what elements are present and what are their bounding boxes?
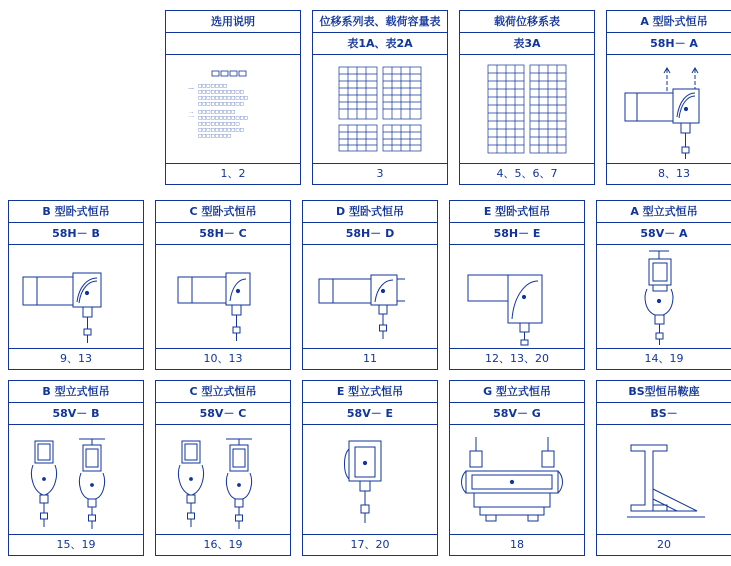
catalog-card-58h-e[interactable] (449, 200, 585, 370)
card-figure-horizontal-hanger-a (607, 55, 731, 163)
svg-text:□□□□□□□□: □□□□□□□□ (198, 134, 232, 139)
card-footer-pages: 8、13 (607, 163, 731, 184)
card-footer-pages: 9、13 (9, 348, 143, 369)
card-figure-vertical-hanger-b (9, 425, 143, 534)
card-title: B 型立式恒吊 (9, 381, 143, 403)
catalog-card-selection-guide[interactable] (165, 10, 301, 185)
card-subtitle: 表3A (460, 33, 594, 55)
card-title: C 型立式恒吊 (156, 381, 290, 403)
card-subtitle: 58H－ B (9, 223, 143, 245)
card-figure-tables-2 (313, 55, 447, 163)
card-footer-pages: 1、2 (166, 163, 300, 184)
card-figure-vertical-hanger-e (303, 425, 437, 534)
card-subtitle: 58V－ G (450, 403, 584, 425)
catalog-card-table-3a[interactable] (459, 10, 595, 185)
card-figure-horizontal-hanger-b (9, 245, 143, 348)
svg-text:□□□□□□□: □□□□□□□ (198, 84, 228, 89)
svg-text:□□□□□□□□□: □□□□□□□□□ (198, 110, 236, 115)
card-title: E 型卧式恒吊 (450, 201, 584, 223)
card-subtitle: 58H－ A (607, 33, 731, 55)
card-footer-pages: 17、20 (303, 534, 437, 555)
catalog-card-58h-d[interactable] (302, 200, 438, 370)
card-subtitle: 58H－ D (303, 223, 437, 245)
catalog-card-58h-b[interactable] (8, 200, 144, 370)
catalog-card-58v-e[interactable] (302, 380, 438, 556)
card-figure-vertical-hanger-a (597, 245, 731, 348)
card-subtitle: 表1A、表2A (313, 33, 447, 55)
card-figure-vertical-hanger-g (450, 425, 584, 534)
card-footer-pages: 11 (303, 348, 437, 369)
card-footer-pages: 18 (450, 534, 584, 555)
card-subtitle (166, 33, 300, 55)
svg-text:□□□□□□□□□□□□: □□□□□□□□□□□□ (198, 116, 248, 121)
card-title: 载荷位移系表 (460, 11, 594, 33)
svg-text:□□□□□□□□□□□□: □□□□□□□□□□□□ (198, 96, 248, 101)
card-title: 选用说明 (166, 11, 300, 33)
svg-text:□□□□□□□□□□: □□□□□□□□□□ (198, 122, 240, 127)
svg-text:□□□□□□□□□□□: □□□□□□□□□□□ (198, 102, 244, 107)
card-subtitle: 58V－ E (303, 403, 437, 425)
card-subtitle: BS－ (597, 403, 731, 425)
catalog-card-tables-1a-2a[interactable] (312, 10, 448, 185)
card-subtitle: 58H－ C (156, 223, 290, 245)
card-subtitle: 58V－ A (597, 223, 731, 245)
card-footer-pages: 14、19 (597, 348, 731, 369)
catalog-card-58v-c[interactable] (155, 380, 291, 556)
svg-text:二: 二 (188, 112, 195, 119)
card-title: C 型卧式恒吊 (156, 201, 290, 223)
card-footer-pages: 12、13、20 (450, 348, 584, 369)
card-footer-pages: 3 (313, 163, 447, 184)
card-figure-text-spec (166, 55, 300, 163)
card-figure-horizontal-hanger-c (156, 245, 290, 348)
card-title: BS型恒吊鞍座 (597, 381, 731, 403)
card-title: A 型卧式恒吊 (607, 11, 731, 33)
card-subtitle: 58V－ B (9, 403, 143, 425)
catalog-card-bs-saddle[interactable] (596, 380, 731, 556)
svg-text:□□□□□□□□□□□: □□□□□□□□□□□ (198, 128, 244, 133)
card-footer-pages: 10、13 (156, 348, 290, 369)
card-title: 位移系列表、载荷容量表 (313, 11, 447, 33)
catalog-row-2 (8, 200, 731, 370)
catalog-card-58h-c[interactable] (155, 200, 291, 370)
card-footer-pages: 15、19 (9, 534, 143, 555)
catalog-card-58v-a[interactable] (596, 200, 731, 370)
card-figure-horizontal-hanger-d (303, 245, 437, 348)
catalog-card-58v-b[interactable] (8, 380, 144, 556)
card-figure-saddle (597, 425, 731, 534)
card-subtitle: 58H－ E (450, 223, 584, 245)
catalog-card-58v-g[interactable] (449, 380, 585, 556)
card-title: D 型卧式恒吊 (303, 201, 437, 223)
card-title: B 型卧式恒吊 (9, 201, 143, 223)
card-figure-tables-1 (460, 55, 594, 163)
card-subtitle: 58V－ C (156, 403, 290, 425)
card-figure-vertical-hanger-c (156, 425, 290, 534)
card-title: A 型立式恒吊 (597, 201, 731, 223)
card-title: G 型立式恒吊 (450, 381, 584, 403)
svg-text:□□□□□□□□□□□: □□□□□□□□□□□ (198, 90, 244, 95)
card-footer-pages: 20 (597, 534, 731, 555)
catalog-card-58h-a[interactable] (606, 10, 731, 185)
catalog-row-1 (165, 10, 731, 185)
card-footer-pages: 16、19 (156, 534, 290, 555)
card-footer-pages: 4、5、6、7 (460, 163, 594, 184)
card-figure-horizontal-hanger-e (450, 245, 584, 348)
svg-text:一: 一 (188, 86, 195, 93)
card-title: E 型立式恒吊 (303, 381, 437, 403)
catalog-row-3 (8, 380, 731, 556)
